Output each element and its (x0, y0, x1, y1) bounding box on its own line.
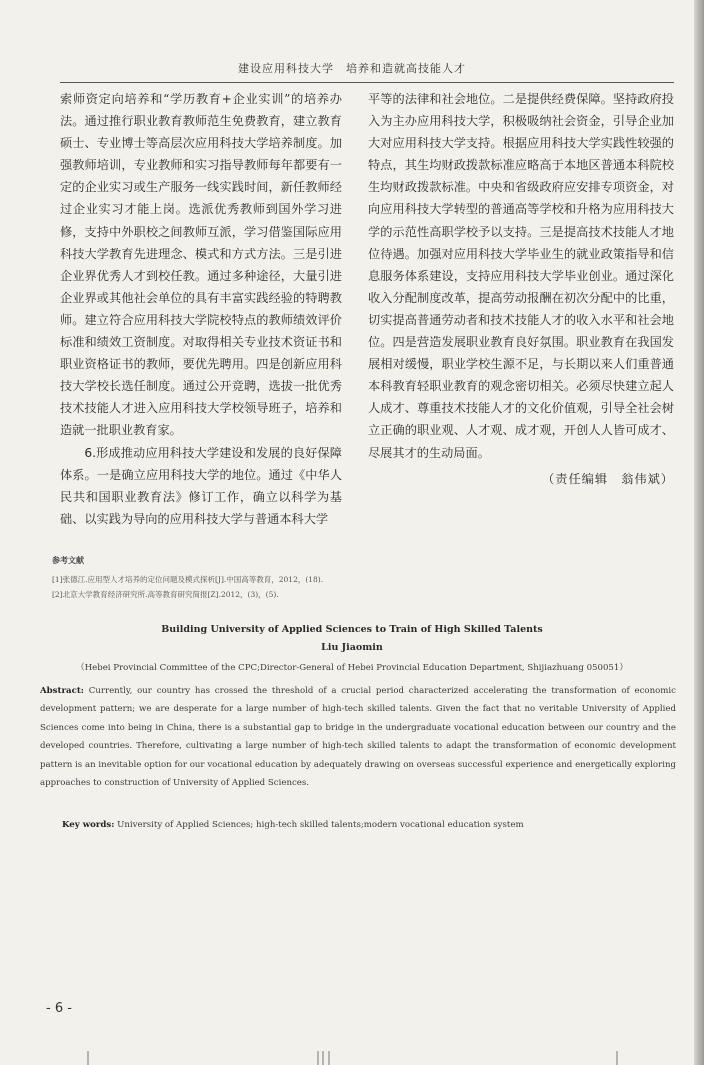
left-paragraph-1: 索师资定向培养和“学历教育+企业实训”的培养办法。通过推行职业教育教师范生免费教育，建立教育硕士、专业博士等高层次应用科技大学培养制度。加强教师培训，专业教师和实习指导教师每年都要有一定的企业实习或生产服务一线实践时间，新任教师经过企业实习才能上岗。选派优秀教师到国外学习进修，支持中外职校之间教师互派，学习借鉴国际应用科技大学教育先进理念、模式和方式方法。三是引进企业界优秀人才到校任教。通过多种途径，大量引进企业界或其他社会单位的具有丰富实践经验的特聘教师。建立符合应用科技大学院校特点的教师绩效评价标准和绩效工资制度。对取得相关专业技术资证书和职业资格证书的教师，要优先聘用。四是创新应用科技大学校长选任制度。通过公开竞聘，选拔一批优秀技术技能人才进入应用科技大学校领导班子，培养和造就一批职业教育家。 (60, 92, 342, 438)
english-keywords (62, 820, 676, 830)
english-author: Liu Jiaomin (321, 642, 383, 653)
page-number: - 6 - (46, 1001, 72, 1016)
keywords-label: Key words: (62, 820, 115, 830)
left-paragraph-2-text: 一是确立应用科技大学的地位。通过《中华人民共和国职业教育法》修订工作，确立以科学为基础、以实践为导向的应用科技大学与普通本科大学 (60, 467, 343, 526)
keywords-text: University of Applied Sciences; high-tech skilled talents;modern vocational education system (114, 820, 524, 830)
crop-marks (0, 1051, 704, 1065)
abstract-label: Abstract: (40, 686, 84, 696)
left-paragraph-2 (60, 442, 342, 530)
section-heading: 6.形成推动应用科技大学建设和发展的良好保障体系。 (60, 445, 342, 482)
english-abstract (40, 682, 676, 792)
references (52, 553, 652, 602)
left-column (60, 88, 342, 530)
reference-item-1: [1]张德江.应用型人才培养的定位问题及模式探析[J].中国高等教育，2012，(18). (52, 575, 324, 584)
english-title: Building University of Applied Sciences to Train of High Skilled Talents (161, 624, 543, 635)
references-title: 参考文献 (52, 555, 84, 565)
reference-item-2: [2]北京大学教育经济研究所.高等教育研究简报[Z].2012，(3)，(5). (52, 590, 279, 599)
running-head: 建设应用科技大学 培养和造就高技能人才 (238, 62, 466, 75)
english-affiliation: （Hebei Provincial Committee of the CPC;Director-General of Hebei Provincial Education Department, Shijiazhuang 050051） (76, 663, 628, 673)
header-rule (60, 82, 674, 83)
page-edge-shadow (694, 0, 704, 1065)
responsible-editor: （责任编辑 翁伟斌） (542, 471, 674, 486)
right-column (368, 88, 674, 490)
right-paragraph-1: 平等的法律和社会地位。二是提供经费保障。坚持政府投入为主办应用科技大学，积极吸纳社会资金，引导企业加大对应用科技大学支持。根据应用科技大学实践性较强的特点，其生均财政拨款标准应略高于本地区普通本科院校生均财政拨款标准。中央和省级政府应安排专项资金，对向应用科技大学转型的普通高等学校和升格为应用科技大学的示范性高职学校予以支持。三是提高技术技能人才地位待遇。加强对应用科技大学毕业生的就业政策指导和信息服务体系建设，支持应用科技大学毕业创业。通过深化收入分配制度改革，提高劳动报酬在初次分配中的比重，切实提高普通劳动者和技术技能人才的收入水平和社会地位。四是营造发展职业教育良好氛围。职业教育在我国发展相对缓慢，职业学校生源不足，与长期以来人们重普通本科教育轻职业教育的观念密切相关。必须尽快建立起人人成才、尊重技术技能人才的文化价值观，引导全社会树立正确的职业观、人才观、成才观，开创人人皆可成才、尽展其才的生动局面。 (368, 92, 674, 460)
abstract-text: Currently, our country has crossed the threshold of a crucial period characterized accelerating the transformation of economic development pattern; we are desperate for a large number of high-tech skilled talents. Given the fact that no veritable University of Applied Sciences come into being in China, there is a substantial gap to bridge in the undergraduate vocational education between our country and the developed countries. Therefore, cultivating a large number of high-tech skilled talents to adapt the transformation of economic development pattern is an inevitable option for our vocational education by adequately drawing on overseas successful experience and energetically exploring approaches to construction of University of Applied Sciences. (40, 686, 676, 789)
